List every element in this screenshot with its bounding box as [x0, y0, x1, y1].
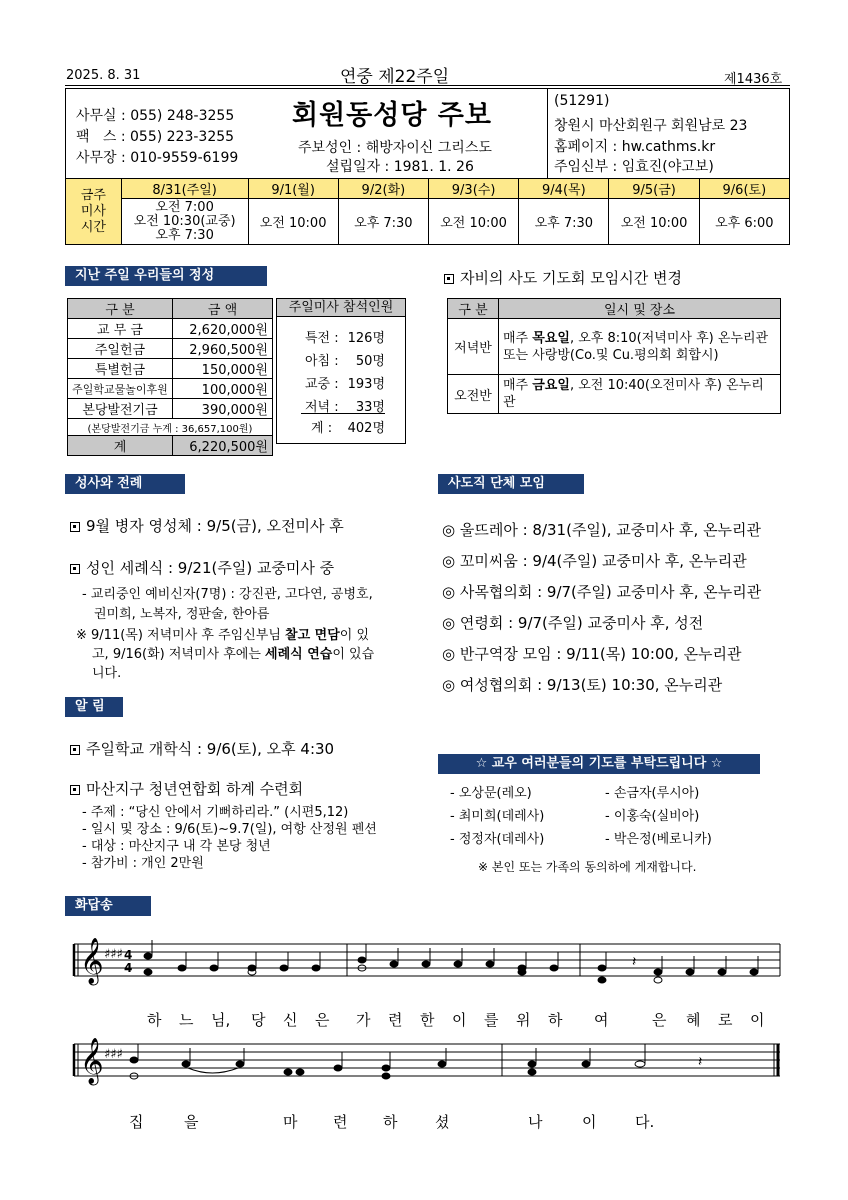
attendance-sum-rule — [301, 413, 385, 414]
notice-item: 마산지구 청년연합회 하계 수련회 — [70, 778, 303, 799]
lyrics-line-2 — [0, 1111, 848, 1131]
schedule-times: 오후 7:30 — [519, 199, 609, 245]
offering-type: 주일학교물놀이후원 — [68, 379, 173, 399]
pastor: 주임신부 : 임효진(야고보) — [554, 159, 714, 175]
lyric-syllable: 하 — [548, 1011, 563, 1029]
prayer-name: - 손금자(루시아) — [605, 786, 700, 801]
office-phone: 사무실 : 055) 248-3255 — [76, 108, 235, 124]
schedule-label: 금주 미사 시간 — [66, 179, 122, 245]
schedule-times: 오후 6:00 — [699, 199, 789, 245]
col-type: 구 분 — [68, 299, 173, 319]
group-meeting: ◎ 꼬미씨움 : 9/4(주일) 교중미사 후, 온누리관 — [442, 552, 747, 570]
bulletin-date: 2025. 8. 31 — [66, 68, 141, 83]
schedule-times: 오전 10:00 — [248, 199, 338, 245]
mass-schedule-table — [65, 178, 790, 245]
schedule-day-header: 9/2(화) — [338, 179, 428, 199]
attendance-count: 193명 — [347, 377, 385, 392]
retreat-detail: - 참가비 : 개인 2만원 — [82, 856, 204, 871]
lyric-syllable: 이 — [452, 1011, 467, 1029]
group-meeting: ◎ 연령회 : 9/7(주일) 교중미사 후, 성전 — [442, 614, 704, 632]
prayer-name: - 최미희(데레사) — [450, 809, 545, 824]
lyric-syllable: 한 — [420, 1011, 435, 1029]
lyric-syllable: 이 — [750, 1011, 765, 1029]
group-meeting: ◎ 울뜨레아 : 8/31(주일), 교중미사 후, 온누리관 — [442, 521, 762, 539]
retreat-detail: - 주제 : “당신 안에서 기뻐하리라.” (시편5,12) — [82, 805, 349, 820]
header-divider — [547, 89, 548, 179]
group-meeting: ◎ 사목협의회 : 9/7(주일) 교중미사 후, 온누리관 — [442, 583, 762, 601]
attendance-label: 교중 : — [305, 377, 339, 392]
prayer-name: - 박은정(베로니카) — [605, 832, 712, 847]
offering-table — [67, 298, 273, 456]
offering-type: 특별헌금 — [68, 359, 173, 379]
svg-text:𝄽: 𝄽 — [698, 1054, 703, 1070]
attendance-label: 특전 : — [305, 331, 339, 346]
schedule-day-header: 9/1(월) — [248, 179, 338, 199]
attendance-label: 아침 : — [305, 354, 339, 369]
total-amount: 6,220,500원 — [173, 436, 273, 456]
lyric-syllable: 위 — [516, 1011, 531, 1029]
retreat-detail: - 일시 및 장소 : 9/6(토)~9.7(일), 여항 산정원 펜션 — [82, 822, 377, 837]
bulletin-title: 회원동성당 주보 — [292, 100, 492, 131]
staff-lines — [74, 1044, 780, 1076]
schedule-times: 오후 7:30 — [338, 199, 428, 245]
col-type: 구 분 — [448, 299, 499, 319]
offering-amount: 2,620,000원 — [173, 319, 273, 339]
prayer-banner: ☆ 교우 여러분들의 기도를 부탁드립니다 ☆ — [438, 754, 760, 774]
lyric-syllable: 셨 — [435, 1113, 450, 1131]
group-meeting: ◎ 반구역장 모임 : 9/11(목) 10:00, 온누리관 — [442, 645, 742, 663]
square-bullet-icon — [444, 274, 454, 284]
col-amount: 금 액 — [173, 299, 273, 319]
top-rule — [65, 85, 790, 86]
group-meeting-list — [442, 515, 761, 701]
legion-title: 자비의 사도 기도회 모임시간 변경 — [460, 269, 682, 287]
attendance-count: 126명 — [347, 331, 385, 346]
attendance-box — [276, 298, 406, 444]
baptism-note: ※ 9/11(목) 저녁미사 후 주임신부님 찰고 면담이 있 고, 9/16(화) 저녁미사 후에는 세례식 연습이 있습 니다. — [76, 628, 375, 681]
prayer-name: - 이홍숙(실비아) — [605, 809, 700, 824]
lyric-syllable: 하 — [147, 1011, 162, 1029]
schedule-times: 오전 10:00 — [428, 199, 518, 245]
offering-amount: 150,000원 — [173, 359, 273, 379]
notices-banner: 알 림 — [65, 697, 123, 717]
lyric-syllable: 은 — [315, 1011, 330, 1029]
psalm-banner: 화답송 — [65, 896, 151, 916]
treble-clef-icon: 𝄞 — [80, 1038, 104, 1084]
legion-group: 오전반 — [448, 375, 499, 414]
attendance-count: 50명 — [355, 354, 385, 369]
lyric-syllable: 로 — [718, 1011, 733, 1029]
consent-note: ※ 본인 또는 가족의 동의하에 게재합니다. — [478, 860, 697, 874]
offering-amount: 390,000원 — [173, 399, 273, 419]
col-place: 일시 및 장소 — [499, 299, 781, 319]
prayer-name: - 정정자(데레사) — [450, 832, 545, 847]
notice-item: 주일학교 개학식 : 9/6(토), 오후 4:30 — [70, 738, 334, 759]
patron-saint: 주보성인 : 해방자이신 그리스도 — [298, 140, 492, 156]
notes-line-2 — [130, 1044, 702, 1079]
catechumen-list: - 교리중인 예비신자(7명) : 강진관, 고다연, 공병호, — [82, 587, 373, 602]
lyric-syllable: 신 — [283, 1011, 298, 1029]
lyric-syllable: 을 — [184, 1113, 199, 1131]
lyrics-line-1 — [0, 1009, 848, 1029]
schedule-day-header: 9/6(토) — [699, 179, 789, 199]
lyric-syllable: 하 — [383, 1113, 398, 1131]
schedule-times: 오전 7:00 오전 10:30(교중) 오후 7:30 — [121, 199, 248, 245]
treble-clef-icon: 𝄞 — [80, 938, 104, 984]
notes-measure-1 — [144, 940, 320, 975]
cumulative-fund: (본당발전기금 누계 : 36,657,100원) — [68, 419, 273, 436]
lyric-syllable: 여 — [594, 1011, 609, 1029]
sacraments-banner: 성사와 전례 — [65, 474, 185, 494]
zip-code: (51291) — [554, 93, 610, 109]
homepage: 홈페이지 : hw.cathms.kr — [554, 139, 716, 155]
group-meeting: ◎ 여성협의회 : 9/13(토) 10:30, 온누리관 — [442, 676, 723, 694]
lyric-syllable: 집 — [129, 1113, 144, 1131]
attendance-header: 주일미사 참석인원 — [277, 299, 405, 317]
schedule-day-header: 9/3(수) — [428, 179, 518, 199]
catechumen-names: 권미희, 노복자, 정판술, 한아름 — [94, 607, 270, 622]
lyric-syllable: 다. — [635, 1113, 655, 1131]
key-signature-icon: ♯♯♯ — [104, 1047, 123, 1062]
legion-time-place: 매주 목요일, 오후 8:10(저녁미사 후) 온누리관 또는 사랑방(Co.및 Cu.평의회 회합시) — [499, 319, 781, 375]
svg-text:𝄽: 𝄽 — [632, 954, 637, 970]
offering-amount: 100,000원 — [173, 379, 273, 399]
header-box — [65, 88, 790, 180]
lyric-syllable: 당 — [251, 1011, 266, 1029]
schedule-day-header: 9/5(금) — [609, 179, 699, 199]
prayer-list-right — [605, 782, 712, 851]
liturgical-week: 연중 제22주일 — [340, 67, 450, 87]
attendance-label: 저녁 : — [305, 400, 339, 415]
lyric-syllable: 마 — [283, 1113, 298, 1131]
square-bullet-icon — [70, 745, 80, 755]
schedule-times: 오전 10:00 — [609, 199, 699, 245]
lyric-syllable: 나 — [528, 1113, 543, 1131]
address: 창원시 마산회원구 회원남로 23 — [554, 118, 748, 134]
prayer-list-left — [450, 782, 544, 851]
lyric-syllable: 를 — [484, 1011, 499, 1029]
legion-group: 저녁반 — [448, 319, 499, 375]
sacrament-item: 성인 세례식 : 9/21(주일) 교중미사 중 — [70, 557, 334, 578]
sacristan-phone: 사무장 : 010-9559-6199 — [76, 150, 239, 166]
attendance-label: 계 : — [311, 421, 333, 436]
offering-amount: 2,960,500원 — [173, 339, 273, 359]
schedule-day-header: 9/4(목) — [519, 179, 609, 199]
time-signature-icon: 4 — [124, 961, 133, 975]
lyric-syllable: 련 — [388, 1011, 403, 1029]
offering-type: 본당발전기금 — [68, 399, 173, 419]
attendance-count: 402명 — [347, 421, 385, 436]
lyric-syllable: 님, — [211, 1011, 231, 1029]
schedule-day-header: 8/31(주일) — [121, 179, 248, 199]
square-bullet-icon — [70, 564, 80, 574]
square-bullet-icon — [70, 522, 80, 532]
prayer-name: - 오상문(레오) — [450, 786, 532, 801]
fax-number: 팩 스 : 055) 223-3255 — [76, 129, 235, 145]
offering-type: 주일헌금 — [68, 339, 173, 359]
lyric-syllable: 혜 — [686, 1011, 701, 1029]
lyric-syllable: 은 — [652, 1011, 667, 1029]
lyric-syllable: 느 — [179, 1011, 194, 1029]
lyric-syllable: 이 — [582, 1113, 597, 1131]
lyric-syllable: 련 — [333, 1113, 348, 1131]
key-signature-icon: ♯♯♯ — [104, 947, 123, 962]
time-signature-icon: 4 — [124, 948, 133, 962]
retreat-detail: - 대상 : 마산지구 내 각 본당 청년 — [82, 839, 271, 854]
square-bullet-icon — [70, 785, 80, 795]
attendance-count: 33명 — [355, 400, 385, 415]
retreat-details — [82, 804, 377, 872]
founding-date: 설립일자 : 1981. 1. 26 — [326, 159, 474, 175]
lyric-syllable: 가 — [356, 1011, 371, 1029]
issue-number: 제1436호 — [724, 72, 783, 87]
total-label: 계 — [68, 436, 173, 456]
legion-table — [447, 298, 781, 414]
offering-type: 교 무 금 — [68, 319, 173, 339]
legion-time-place: 매주 금요일, 오전 10:40(오전미사 후) 온누리관 — [499, 375, 781, 414]
finance-banner: 지난 주일 우리들의 정성 — [65, 266, 267, 286]
legion-title-line — [444, 267, 682, 288]
groups-banner: 사도직 단체 모임 — [438, 474, 584, 494]
sacrament-item: 9월 병자 영성체 : 9/5(금), 오전미사 후 — [70, 515, 344, 536]
